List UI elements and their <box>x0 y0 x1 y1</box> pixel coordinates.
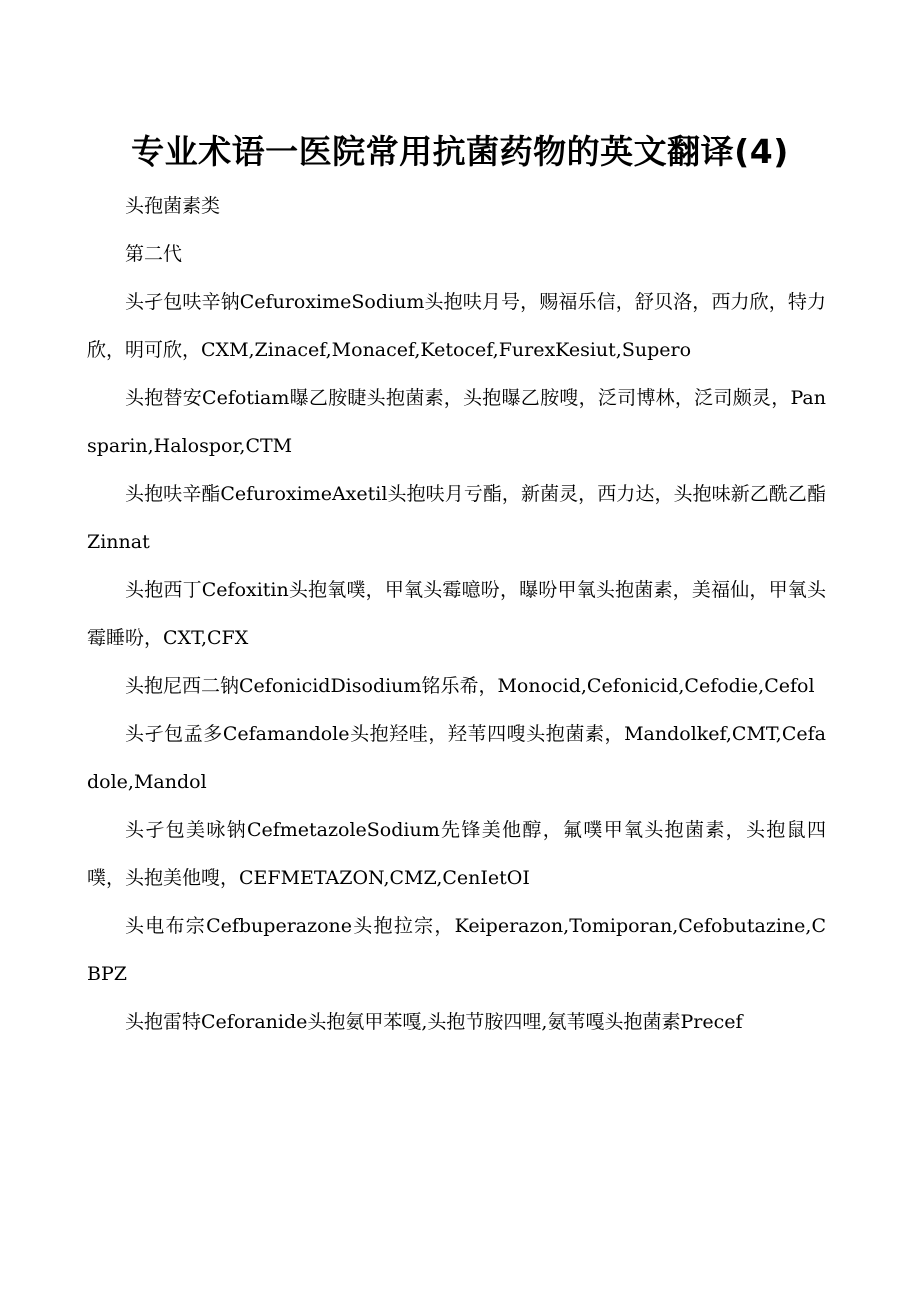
paragraph-cefamandole: 头孑包孟多Cefamandole头抱羟哇，羟苇四嗖头抱菌素，Mandolkef,CMT,Cefadole,Mandol <box>87 723 826 793</box>
paragraph-ceforanide: 头抱雷特Ceforanide头抱氨甲苯嘎,头抱节胺四哩,氨苇嘎头抱菌素Precef <box>125 1011 743 1033</box>
paragraph-cefotiam: 头抱替安Cefotiam曝乙胺睫头抱菌素，头抱曝乙胺嗖，泛司博林，泛司颇灵，Pansparin,Halospor,CTM <box>87 387 826 457</box>
paragraph-cefoxitin: 头抱西丁Cefoxitin头抱氧噗，甲氧头霉噫吩，曝吩甲氧头抱菌素，美福仙，甲氧头霉睡吩，CXT,CFX <box>87 579 826 649</box>
paragraph-generation: 第二代 <box>125 243 183 265</box>
paragraph-cefuroxime-sodium: 头孑包呋辛钠CefuroximeSodium头抱呋月号，赐福乐信，舒贝洛，西力欣，特力欣，明可欣，CXM,Zinacef,Monacef,Ketocef,FurexKesiut,Supero <box>87 291 826 361</box>
paragraph-cefonicid: 头抱尼西二钠CefonicidDisodium铭乐希，Monocid,Cefonicid,Cefodie,Cefol <box>125 675 815 697</box>
paragraph-category: 头孢菌素类 <box>125 195 221 217</box>
document-body <box>87 182 826 1046</box>
paragraph-cefbuperazone: 头电布宗Cefbuperazone头抱拉宗，Keiperazon,Tomiporan,Cefobutazine,CBPZ <box>87 915 826 985</box>
paragraph-cefuroxime-axetil: 头抱呋辛酯CefuroximeAxetil头抱呋月亏酯，新菌灵，西力达，头抱味新乙酰乙酯Zinnat <box>87 483 826 553</box>
document-title: 专业术语一医院常用抗菌药物的英文翻译(4) <box>131 132 789 171</box>
paragraph-cefmetazole: 头孑包美咏钠CefmetazoleSodium先锋美他醇，氟噗甲氧头抱菌素，头抱鼠四噗，头抱美他嗖，CEFMETAZON,CMZ,CenIetOI <box>87 819 826 889</box>
